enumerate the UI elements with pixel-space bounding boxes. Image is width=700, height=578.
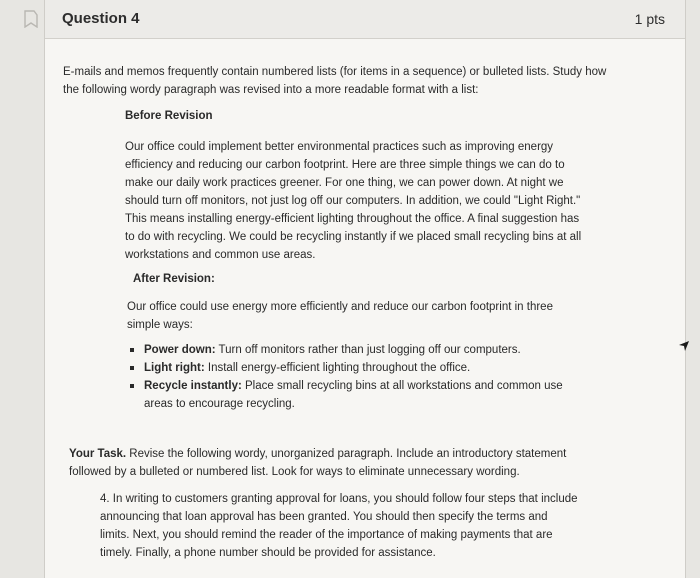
after-revision-heading: After Revision: bbox=[133, 273, 215, 285]
after-revision-bullets bbox=[127, 341, 587, 413]
question-header bbox=[45, 0, 685, 39]
bookmark-flag-icon[interactable] bbox=[24, 10, 38, 28]
bullet-dot bbox=[130, 366, 134, 370]
bullet-dot bbox=[130, 348, 134, 352]
bullet-item bbox=[127, 377, 587, 413]
after-revision-paragraph: Our office could use energy more efficiently and reduce our carbon footprint in three simple ways: bbox=[127, 301, 553, 331]
bullet-text: Turn off monitors rather than just logging off our computers. bbox=[215, 344, 521, 356]
question-card bbox=[44, 0, 686, 578]
question-points: 1 pts bbox=[634, 11, 665, 27]
before-revision-paragraph: Our office could implement better environmental practices such as improving energy efficiency and reducing our carbon footprint. Here are three simple things we can do to make our daily work practices greener. For one thing, we can power down. At night we should turn off monitors, not just log off our computers. In addition, we could "Light Right." This means installing energy-efficient lighting throughout the office. A final suggestion has to do with recycling. We could be recycling instantly if we placed small recycling bins at all workstations and common use areas. bbox=[125, 141, 582, 261]
item-4-paragraph: 4. In writing to customers granting approval for loans, you should follow four steps that include announcing that loan approval has been granted. You should then specify the terms and limits. Next, you should remind the reader of the importance of making payments that are timely. Finally, a phone number should be provided for assistance. bbox=[100, 493, 578, 559]
bullet-text: Place small recycling bins at all workstations and common use areas to encourage recycling. bbox=[144, 380, 563, 410]
task-instructions bbox=[69, 445, 609, 481]
task-label: Your Task. bbox=[69, 448, 127, 460]
bullet-label: Power down: bbox=[144, 344, 216, 356]
bullet-item bbox=[127, 341, 587, 359]
bullet-text: Install energy-efficient lighting throughout the office. bbox=[204, 362, 471, 374]
bullet-item bbox=[127, 359, 587, 377]
task-text: Revise the following wordy, unorganized paragraph. Include an introductory statement followed by a bulleted or numbered list. Look for ways to eliminate unnecessary wording. bbox=[69, 448, 567, 478]
bullet-label: Light right: bbox=[144, 362, 205, 374]
mouse-pointer-icon bbox=[676, 338, 690, 352]
bullet-dot bbox=[130, 384, 134, 388]
question-title: Question 4 bbox=[62, 10, 140, 27]
bullet-label: Recycle instantly: bbox=[144, 380, 242, 392]
intro-text: E-mails and memos frequently contain numbered lists (for items in a sequence) or bulleted lists. Study how the following wordy paragraph was revised into a more readable format with a list: bbox=[63, 66, 607, 96]
before-revision-heading: Before Revision bbox=[125, 110, 213, 122]
